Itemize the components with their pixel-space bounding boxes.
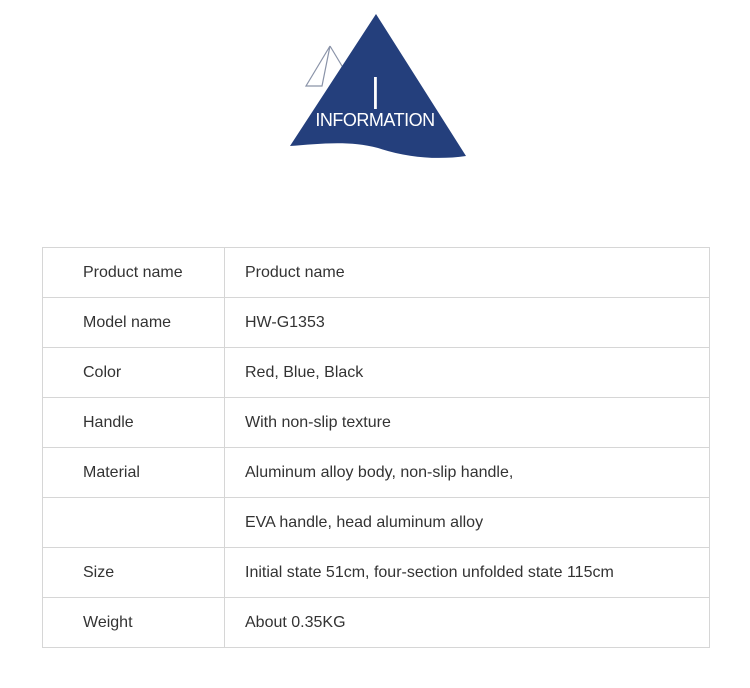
spec-table [42,247,710,648]
spec-value: About 0.35KG [225,598,710,648]
logo-text: INFORMATION [315,110,435,130]
spec-label: Size [43,548,225,598]
table-row [43,498,710,548]
spec-value: Red, Blue, Black [225,348,710,398]
table-row [43,598,710,648]
spec-label: Model name [43,298,225,348]
spec-value: With non-slip texture [225,398,710,448]
table-row [43,448,710,498]
spec-value: EVA handle, head aluminum alloy [225,498,710,548]
spec-label: Product name [43,248,225,298]
spec-value: Initial state 51cm, four-section unfolded state 115cm [225,548,710,598]
table-row [43,248,710,298]
logo-bar-glyph: | [371,72,380,110]
spec-value: Aluminum alloy body, non-slip handle, [225,448,710,498]
spec-value: HW-G1353 [225,298,710,348]
spec-label [43,498,225,548]
table-row [43,298,710,348]
table-row [43,348,710,398]
spec-label: Color [43,348,225,398]
spec-label: Material [43,448,225,498]
information-logo [288,10,468,162]
table-row [43,548,710,598]
spec-label: Handle [43,398,225,448]
spec-value: Product name [225,248,710,298]
spec-label: Weight [43,598,225,648]
table-row [43,398,710,448]
